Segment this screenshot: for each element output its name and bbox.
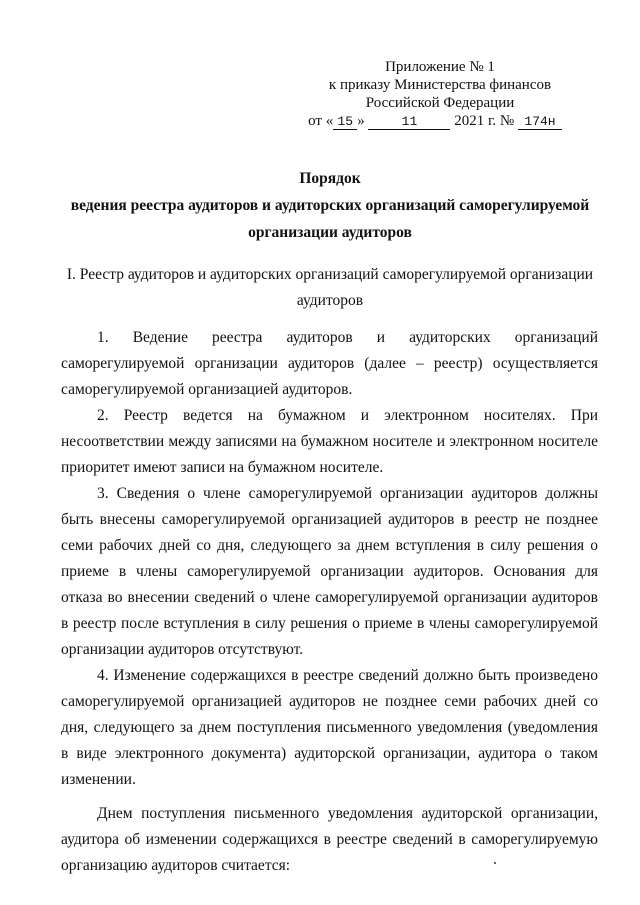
paragraph: 1. Ведение реестра аудиторов и аудиторских организаций саморегулируемой организации аудиторов (далее – реестр) осуществляется саморегулируемой организацией аудиторов. xyxy=(61,329,598,398)
paragraph: 2. Реестр ведется на бумажном и электронном носителях. При несоответствии между записями на бумажном носителе и электронном носителе приоритет имеют записи на бумажном носителе. xyxy=(61,407,598,476)
document-title: Порядок xyxy=(299,170,361,187)
order-number: 174н xyxy=(518,115,562,130)
paragraph: Днем поступления письменного уведомления аудиторской организации, аудитора об изменении содержащихся в реестре сведений в саморегулируемую организацию аудиторов считается: xyxy=(61,805,598,874)
date-month: 11 xyxy=(368,115,450,130)
annex-date-line xyxy=(300,112,580,130)
document-body xyxy=(61,325,598,879)
annex-order-ref: к приказу Министерства финансов xyxy=(328,77,552,93)
annex-title: Приложение № 1 xyxy=(385,59,495,75)
document-subtitle-line1: ведения реестра аудиторов и аудиторских организаций саморегулируемой xyxy=(70,197,590,214)
date-mid: » xyxy=(357,113,369,129)
paragraph: 3. Сведения о члене саморегулируемой организации аудиторов должны быть внесены саморегулируемой организацией аудиторов в реестр не позднее семи рабочих дней со дня, следующего за днем вступления в силу решения о приеме в члены саморегулируемой организации аудиторов. Основания для отказа во внесении сведений о члене саморегулируемой организации аудиторов в реестр после вступления в силу решения о приеме в члены саморегулируемой организации аудиторов отсутствуют. xyxy=(61,485,598,658)
annex-block xyxy=(300,58,580,130)
paragraph: 4. Изменение содержащихся в реестре сведений должно быть произведено саморегулируемой организацией аудиторов не позднее семи рабочих дней со дня, следующего за днем поступления письменного уведомления (уведомления в виде электронного документа) аудиторской организации, аудитора о таком изменении. xyxy=(61,667,598,788)
date-day: 15 xyxy=(333,115,357,130)
date-prefix: от « xyxy=(308,113,334,129)
document-subtitle-line2: организации аудиторов xyxy=(248,224,412,241)
annex-federation: Российской Федерации xyxy=(365,95,515,111)
section-heading: I. Реестр аудиторов и аудиторских организаций саморегулируемой организации аудиторов xyxy=(66,266,594,309)
date-year: 2021 г. № xyxy=(450,113,518,129)
scan-speck xyxy=(494,862,496,864)
